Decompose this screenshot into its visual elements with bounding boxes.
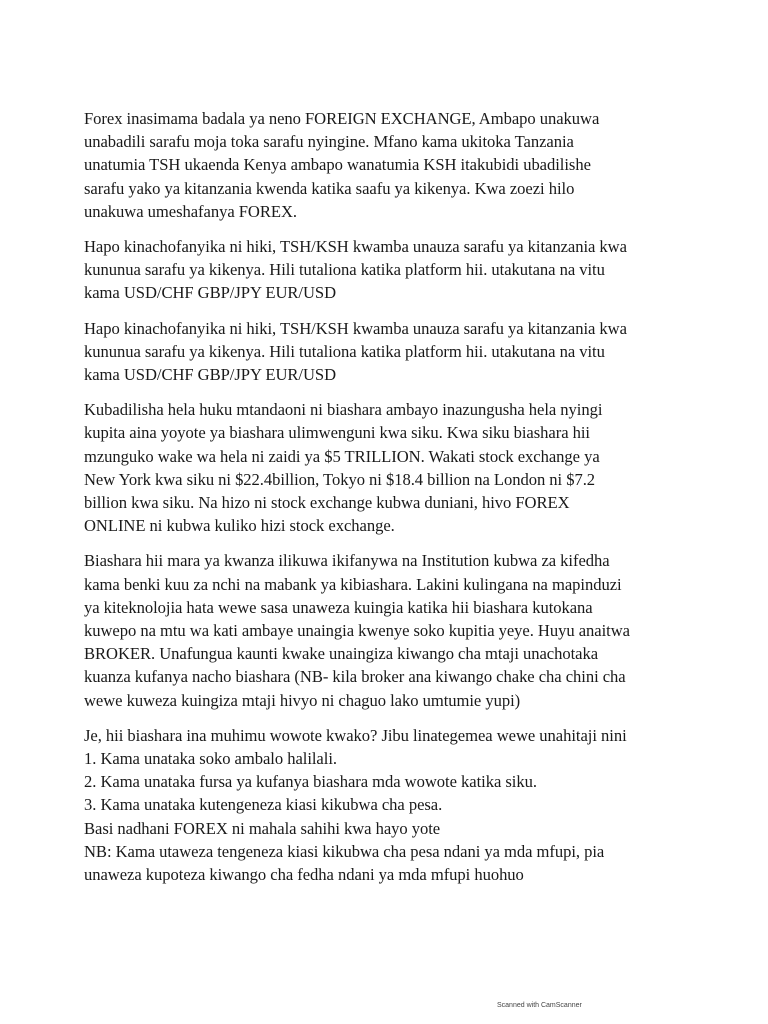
paragraph-forex-definition: Forex inasimama badala ya neno FOREIGN EXCHANGE, Ambapo unakuwa unabadili sarafu moja toka sarafu nyingine. Mfano kama ukitoka Tanzania unatumia TSH ukaenda Kenya ambapo wanatumia KSH itakubidi ubadilishe sarafu yako ya kitanzania kwenda katika saafu ya kikenya. Kwa zoezi hilo unakuwa umeshafanya FOREX. — [84, 109, 600, 221]
paragraph-currency-pairs: Hapo kinachofanyika ni hiki, TSH/KSH kwamba unauza sarafu ya kitanzania kwa kununua sarafu ya kikenya. Hili tutaliona katika platform hii. utakutana na vitu kama USD/CHF GBP/JPY EUR/USD — [84, 237, 627, 303]
paragraph-market-size: Kubadilisha hela huku mtandaoni ni biashara ambayo inazungusha hela nyingi kupita aina yoyote ya biashara ulimwenguni kwa siku. Kwa siku biashara hii mzunguko wake wa hela ni zaidi ya $5 TRILLION. Wakati stock exchange ya New York kwa siku ni $22.4billion, Tokyo ni $18.4 billion na London ni $7.2 billion kwa siku. Na hizo ni stock exchange kubwa duniani, hivo FOREX ONLINE ni kubwa kuliko hizi stock exchange. — [84, 400, 603, 536]
paragraph-broker: Biashara hii mara ya kwanza ilikuwa ikifanywa na Institution kubwa za kifedha kama benki kuu za nchi na mabank ya kibiashara. Lakini kulingana na mapinduzi ya kiteknolojia hata wewe sasa unaweza kuingia katika hii biashara kutokana kuwepo na mtu wa kati ambaye unaingia kwenye soko kupitia yeye. Huyu anaitwa BROKER. Unafungua kaunti kwake unaingiza kiwango cha mtaji unachotaka kuanza kufanya nacho biashara (NB- kila broker ana kiwango chake cha chini cha wewe kuweza kuingiza mtaji hivyo ni chaguo lako umtumie yupi) — [84, 551, 630, 710]
paragraph-benefits-list: Je, hii biashara ina muhimu wowote kwako? Jibu linategemea wewe unahitaji nini 1. Kama unataka soko ambalo halilali. 2. Kama unataka fursa ya kufanya biashara mda wowote katika siku. 3. Kama unataka kutengeneza kiasi kikubwa cha pesa. Basi nadhani FOREX ni mahala sahihi kwa hayo yote NB: Kama utaweza tengeneza kiasi kikubwa cha pesa ndani ya mda mfupi, pia unaweza kupoteza kiwango cha fedha ndani ya mda mfupi huohuo — [84, 725, 627, 885]
document-body — [84, 107, 694, 886]
paragraph-currency-pairs-repeat: Hapo kinachofanyika ni hiki, TSH/KSH kwamba unauza sarafu ya kitanzania kwa kununua sarafu ya kikenya. Hili tutaliona katika platform hii. utakutana na vitu kama USD/CHF GBP/JPY EUR/USD — [84, 318, 627, 385]
scanner-watermark: Scanned with CamScanner — [497, 1002, 582, 1009]
